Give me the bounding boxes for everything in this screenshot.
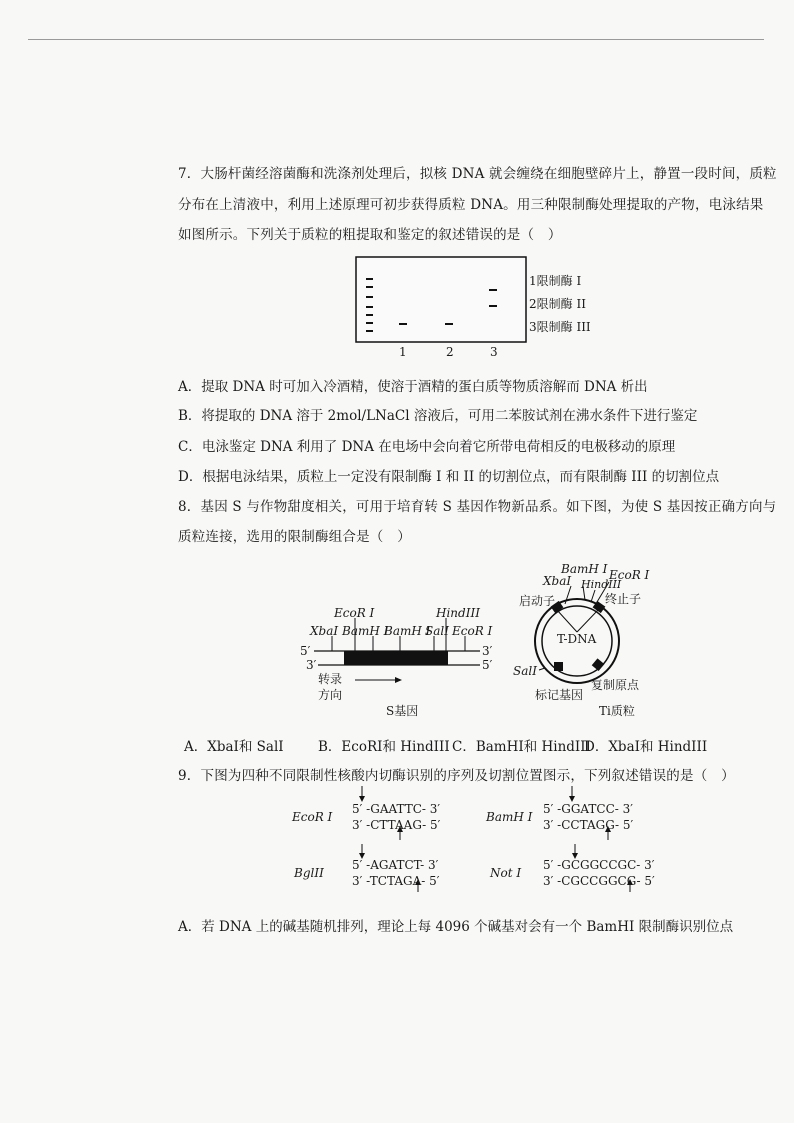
lane2-band [445,323,453,325]
ladder-band [366,306,373,308]
enzyme-name-ecori: EcoR I [292,810,333,824]
site-label-bamhi-2: BamH I [384,624,431,638]
s-gene-caption: S基因 [386,704,419,718]
five-prime-left: 5′ [300,644,311,658]
plasmid-site-bamhi: BamH I [561,562,608,576]
ladder-band [366,286,373,288]
transcription-label-2: 方向 [318,688,343,702]
site-line [565,586,571,604]
site-label-bamhi-1: BamH I [342,624,389,638]
q8-option-b: B．EcoRI和 HindIII [318,739,450,755]
ecori-bottom-strand: 3′ -CTTAAG- 5′ [352,818,441,832]
q9-stem: 9．下图为四种不同限制性核酸内切酶识别的序列及切割位置图示，下列叙述错误的是（ ） [178,768,735,784]
plasmid-site-xbai: XbaI [543,574,572,588]
ladder-band [366,314,373,316]
arrow-head [395,677,402,683]
q7-option-a: A．提取 DNA 时可加入冷酒精，使溶于酒精的蛋白质等物质溶解而 DNA 析出 [178,379,648,395]
three-prime-right: 3′ [482,644,493,658]
q7-option-c: C．电泳鉴定 DNA 利用了 DNA 在电场中会向着它所带电荷相反的电极移动的原理 [178,439,676,455]
lane3-band [489,305,497,307]
q7-option-b: B．将提取的 DNA 溶于 2mol/LNaCl 溶液后，可用二苯胺试剂在沸水条件下进行鉴定 [178,408,698,424]
ladder-band [366,330,373,332]
plasmid-site-sali: SalI [513,664,537,678]
enzyme-name-bglii: BglII [294,866,324,880]
site-line [591,590,595,602]
site-line [539,668,545,670]
marker-block [554,662,563,671]
gel-legend-1: 1限制酶 I [529,274,582,288]
gel-legend-2: 2限制酶 II [529,297,586,311]
transcription-label-1: 转录 [318,672,343,686]
noti-bottom-strand: 3′ -CGCCGGCG- 5′ [543,874,655,888]
noti-top-strand: 5′ -GCGGCCGC- 3′ [543,858,655,872]
ti-plasmid-diagram [505,560,665,720]
lane1-band [399,323,407,325]
bamhi-bottom-strand: 3′ -CCTAGG- 5′ [543,818,634,832]
marker-gene-label: 标记基因 [535,688,584,702]
tdna-line [557,610,577,632]
terminator-label: 终止子 [605,592,642,606]
gel-electrophoresis-figure [355,256,591,359]
q8-option-a: A．XbaI和 SalI [184,739,284,755]
q7-stem-line1: 7．大肠杆菌经溶菌酶和洗涤剂处理后，拟核 DNA 就会缠绕在细胞壁碎片上，静置一段时间，质粒 [178,166,777,182]
lane3-band [489,289,497,291]
plasmid-caption: Ti质粒 [599,704,635,718]
promoter-label: 启动子 [519,594,556,608]
site-label-hindiii: HindIII [436,606,480,620]
ladder-band [366,296,373,298]
q9-option-a: A．若 DNA 上的碱基随机排列，理论上每 4096 个碱基对会有一个 BamHI 限制酶识别位点 [178,919,734,935]
origin-block [592,658,605,671]
gel-frame [356,257,526,342]
ladder-band [366,278,373,280]
ladder-band [366,322,373,324]
site-label-ecori-left: EcoR I [334,606,375,620]
q8-option-d: D．XbaI和 HindIII [584,739,708,755]
lane-label-3: 3 [490,345,498,359]
three-prime-left: 3′ [306,658,317,672]
tdna-line [577,610,598,632]
site-label-ecori-right: EcoR I [452,624,493,638]
enzyme-name-bamhi: BamH I [486,810,533,824]
q7-option-d: D．根据电泳结果，质粒上一定没有限制酶 I 和 II 的切割位点，而有限制酶 III 的切割位点 [178,469,720,485]
s-gene-diagram [300,600,500,720]
ecori-top-strand: 5′ -GAATTC- 3′ [352,802,441,816]
plasmid-site-ecori: EcoR I [609,568,650,582]
s-gene-block [344,651,448,665]
gel-legend-3: 3限制酶 III [529,320,591,334]
plasmid-site-hindiii: HindIII [581,578,622,591]
enzyme-name-noti: Not I [490,866,522,880]
five-prime-right: 5′ [482,658,493,672]
q8-option-c: C．BamHI和 HindIII [452,739,591,755]
site-label-sali: SalI [425,624,449,638]
bglii-top-strand: 5′ -AGATCT- 3′ [352,858,439,872]
bglii-bottom-strand: 3′ -TCTAGA- 5′ [352,874,440,888]
q7-stem-line2: 分布在上清液中，利用上述原理可初步获得质粒 DNA。用三种限制酶处理提取的产物，电泳结果 [178,197,764,213]
lane-label-2: 2 [446,345,454,359]
q7-stem-line3: 如图所示。下列关于质粒的粗提取和鉴定的叙述错误的是（ ） [178,227,562,243]
lane-label-1: 1 [399,345,407,359]
tdna-label: T-DNA [557,632,597,646]
q8-stem-line1: 8．基因 S 与作物甜度相关，可用于培育转 S 基因作物新品系。如下图，为使 S 基因按正确方向与 [178,499,777,515]
bamhi-top-strand: 5′ -GGATCC- 3′ [543,802,634,816]
site-label-xbai: XbaI [310,624,339,638]
gel-image [355,256,530,346]
q8-stem-line2: 质粒连接，选用的限制酶组合是（ ） [178,529,411,545]
origin-label: 复制原点 [591,678,640,692]
header-rule [28,39,764,40]
restriction-sites-figure [290,782,690,892]
